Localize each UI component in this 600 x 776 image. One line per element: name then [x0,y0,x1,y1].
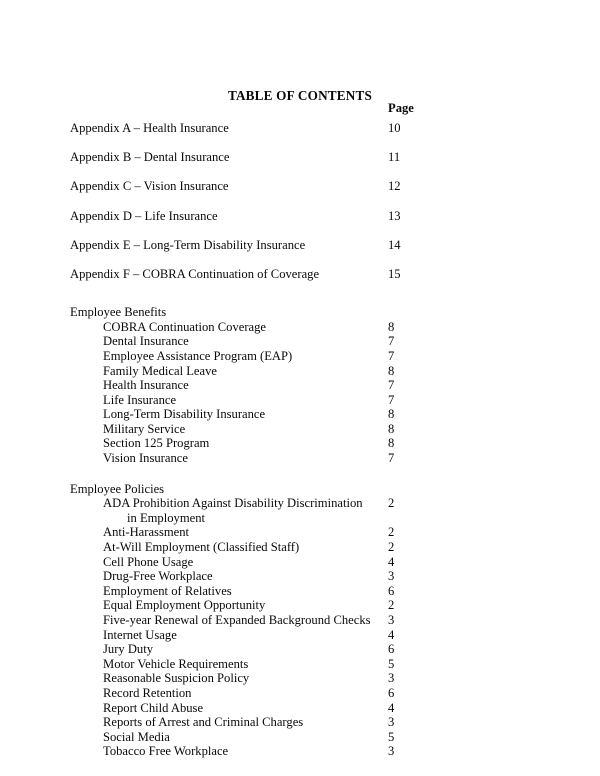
toc-row-entry [0,628,600,643]
toc-row-entry-continuation [0,511,600,526]
toc-entry-page-number: 12 [388,179,401,194]
toc-row-entry [0,540,600,555]
toc-row-entry [0,657,600,672]
toc-row-entry [0,744,600,759]
toc-entry-page-number: 8 [388,421,395,436]
toc-row-entry [0,436,600,451]
toc-appendix-label: Appendix B – Dental Insurance [70,150,230,165]
toc-entry-label: Cell Phone Usage [103,554,194,569]
section-gap [0,289,600,305]
toc-entry-page-number: 8 [388,436,395,451]
toc-entry-label: Employee Assistance Program (EAP) [103,348,293,363]
toc-appendix-label: Appendix F – COBRA Continuation of Coverage [70,266,320,281]
toc-entry-page-number: 4 [388,627,395,642]
toc-entry-page-number: 2 [388,540,395,555]
toc-row-entry [0,613,600,628]
toc-entry-label: Vision Insurance [103,451,188,466]
toc-row-entry [0,555,600,570]
toc-row-entry [0,671,600,686]
toc-entry-label: Military Service [103,421,186,436]
toc-row-appendix [0,202,600,231]
toc-entry-label: Anti-Harassment [103,525,190,540]
toc-entry-label: Motor Vehicle Requirements [103,656,249,671]
toc-row-entry [0,525,600,540]
toc-entry-page-number: 6 [388,583,395,598]
toc-entry-page-number: 3 [388,671,395,686]
toc-appendix-label: Appendix D – Life Insurance [70,208,218,223]
toc-entry-page-number: 6 [388,685,395,700]
toc-entry-label: Five-year Renewal of Expanded Background Checks [103,613,371,627]
toc-section-heading: Employee Benefits [70,305,167,320]
toc-entry-label: Long-Term Disability Insurance [103,407,266,422]
toc-entry-page-number: 11 [388,150,401,165]
toc-row-entry [0,349,600,364]
toc-entry-page-number: 3 [388,715,395,730]
toc-section-heading-row [0,482,600,497]
toc-row-appendix [0,231,600,260]
toc-row-entry [0,598,600,613]
toc-entry-page-number: 2 [388,496,395,511]
toc-entry-label: Internet Usage [103,627,177,642]
toc-entry-label: Reports of Arrest and Criminal Charges [103,715,304,730]
toc-entry-label: Record Retention [103,685,192,700]
toc-row-entry [0,496,600,511]
toc-row-entry [0,320,600,335]
toc-row-entry [0,701,600,716]
toc-entry-page-number: 13 [388,208,401,223]
toc-entry-label: Reasonable Suspicion Policy [103,671,250,686]
toc-entry-page-number: 6 [388,642,395,657]
toc-entry-page-number: 7 [388,378,395,393]
toc-entry-page-number: 2 [388,598,395,613]
toc-entry-page-number: 5 [388,656,395,671]
toc-appendix-label: Appendix E – Long-Term Disability Insurance [70,237,306,252]
toc-entry-page-number: 8 [388,319,395,334]
toc-entry-page-number: 5 [388,729,395,744]
toc-entry-label: Tobacco Free Workplace [103,744,229,759]
toc-entry-page-number: 7 [388,392,395,407]
toc-entry-page-number: 8 [388,363,395,378]
toc-entry-label: Report Child Abuse [103,700,204,715]
toc-section-heading: Employee Policies [70,481,165,496]
toc-entry-label: ADA Prohibition Against Disability Discrimination [103,496,363,511]
toc-entry-page-number: 3 [388,569,395,584]
table-of-contents-body [0,114,600,759]
toc-entry-label: Life Insurance [103,392,177,407]
toc-entry-label: Drug-Free Workplace [103,569,213,584]
toc-row-appendix [0,260,600,289]
toc-row-entry [0,378,600,393]
toc-row-appendix [0,143,600,172]
toc-entry-label: Section 125 Program [103,436,210,451]
toc-entry-page-number: 3 [388,613,395,627]
toc-entry-page-number: 4 [388,554,395,569]
toc-row-entry [0,393,600,408]
page-title: TABLE OF CONTENTS [227,88,373,103]
toc-entry-label: Family Medical Leave [103,363,218,378]
toc-row-entry [0,422,600,437]
toc-entry-page-number: 4 [388,700,395,715]
toc-entry-page-number: 10 [388,121,401,135]
toc-entry-page-number: 15 [388,266,401,281]
toc-entry-page-number: 8 [388,407,395,422]
toc-entry-page-number: 7 [388,334,395,349]
toc-entry-label: Equal Employment Opportunity [103,598,266,613]
toc-row-entry [0,584,600,599]
toc-entry-continuation-label: in Employment [127,510,206,525]
toc-entry-list [0,114,600,759]
toc-entry-label: Jury Duty [103,642,154,657]
toc-appendix-label: Appendix A – Health Insurance [70,121,229,135]
toc-row-entry [0,364,600,379]
toc-entry-page-number: 14 [388,237,401,252]
toc-row-entry [0,642,600,657]
toc-entry-page-number: 7 [388,451,395,466]
toc-entry-label: Employment of Relatives [103,583,232,598]
toc-entry-page-number: 3 [388,744,395,759]
toc-appendix-label: Appendix C – Vision Insurance [70,179,229,194]
section-gap [0,466,600,482]
toc-entry-page-number: 7 [388,348,395,363]
toc-entry-label: Health Insurance [103,378,189,393]
toc-row-entry [0,569,600,584]
toc-row-entry [0,715,600,730]
toc-entry-label: At-Will Employment (Classified Staff) [103,540,300,555]
toc-entry-label: Social Media [103,729,170,744]
toc-section-heading-row [0,305,600,320]
toc-row-entry [0,407,600,422]
toc-row-appendix [0,114,600,143]
toc-entry-label: COBRA Continuation Coverage [103,319,267,334]
toc-row-entry [0,334,600,349]
toc-row-entry [0,451,600,466]
toc-row-appendix [0,172,600,201]
page-column-header: Page [388,101,414,115]
toc-entry-page-number: 2 [388,525,395,540]
toc-entry-label: Dental Insurance [103,334,189,349]
toc-row-entry [0,686,600,701]
toc-row-entry [0,730,600,745]
